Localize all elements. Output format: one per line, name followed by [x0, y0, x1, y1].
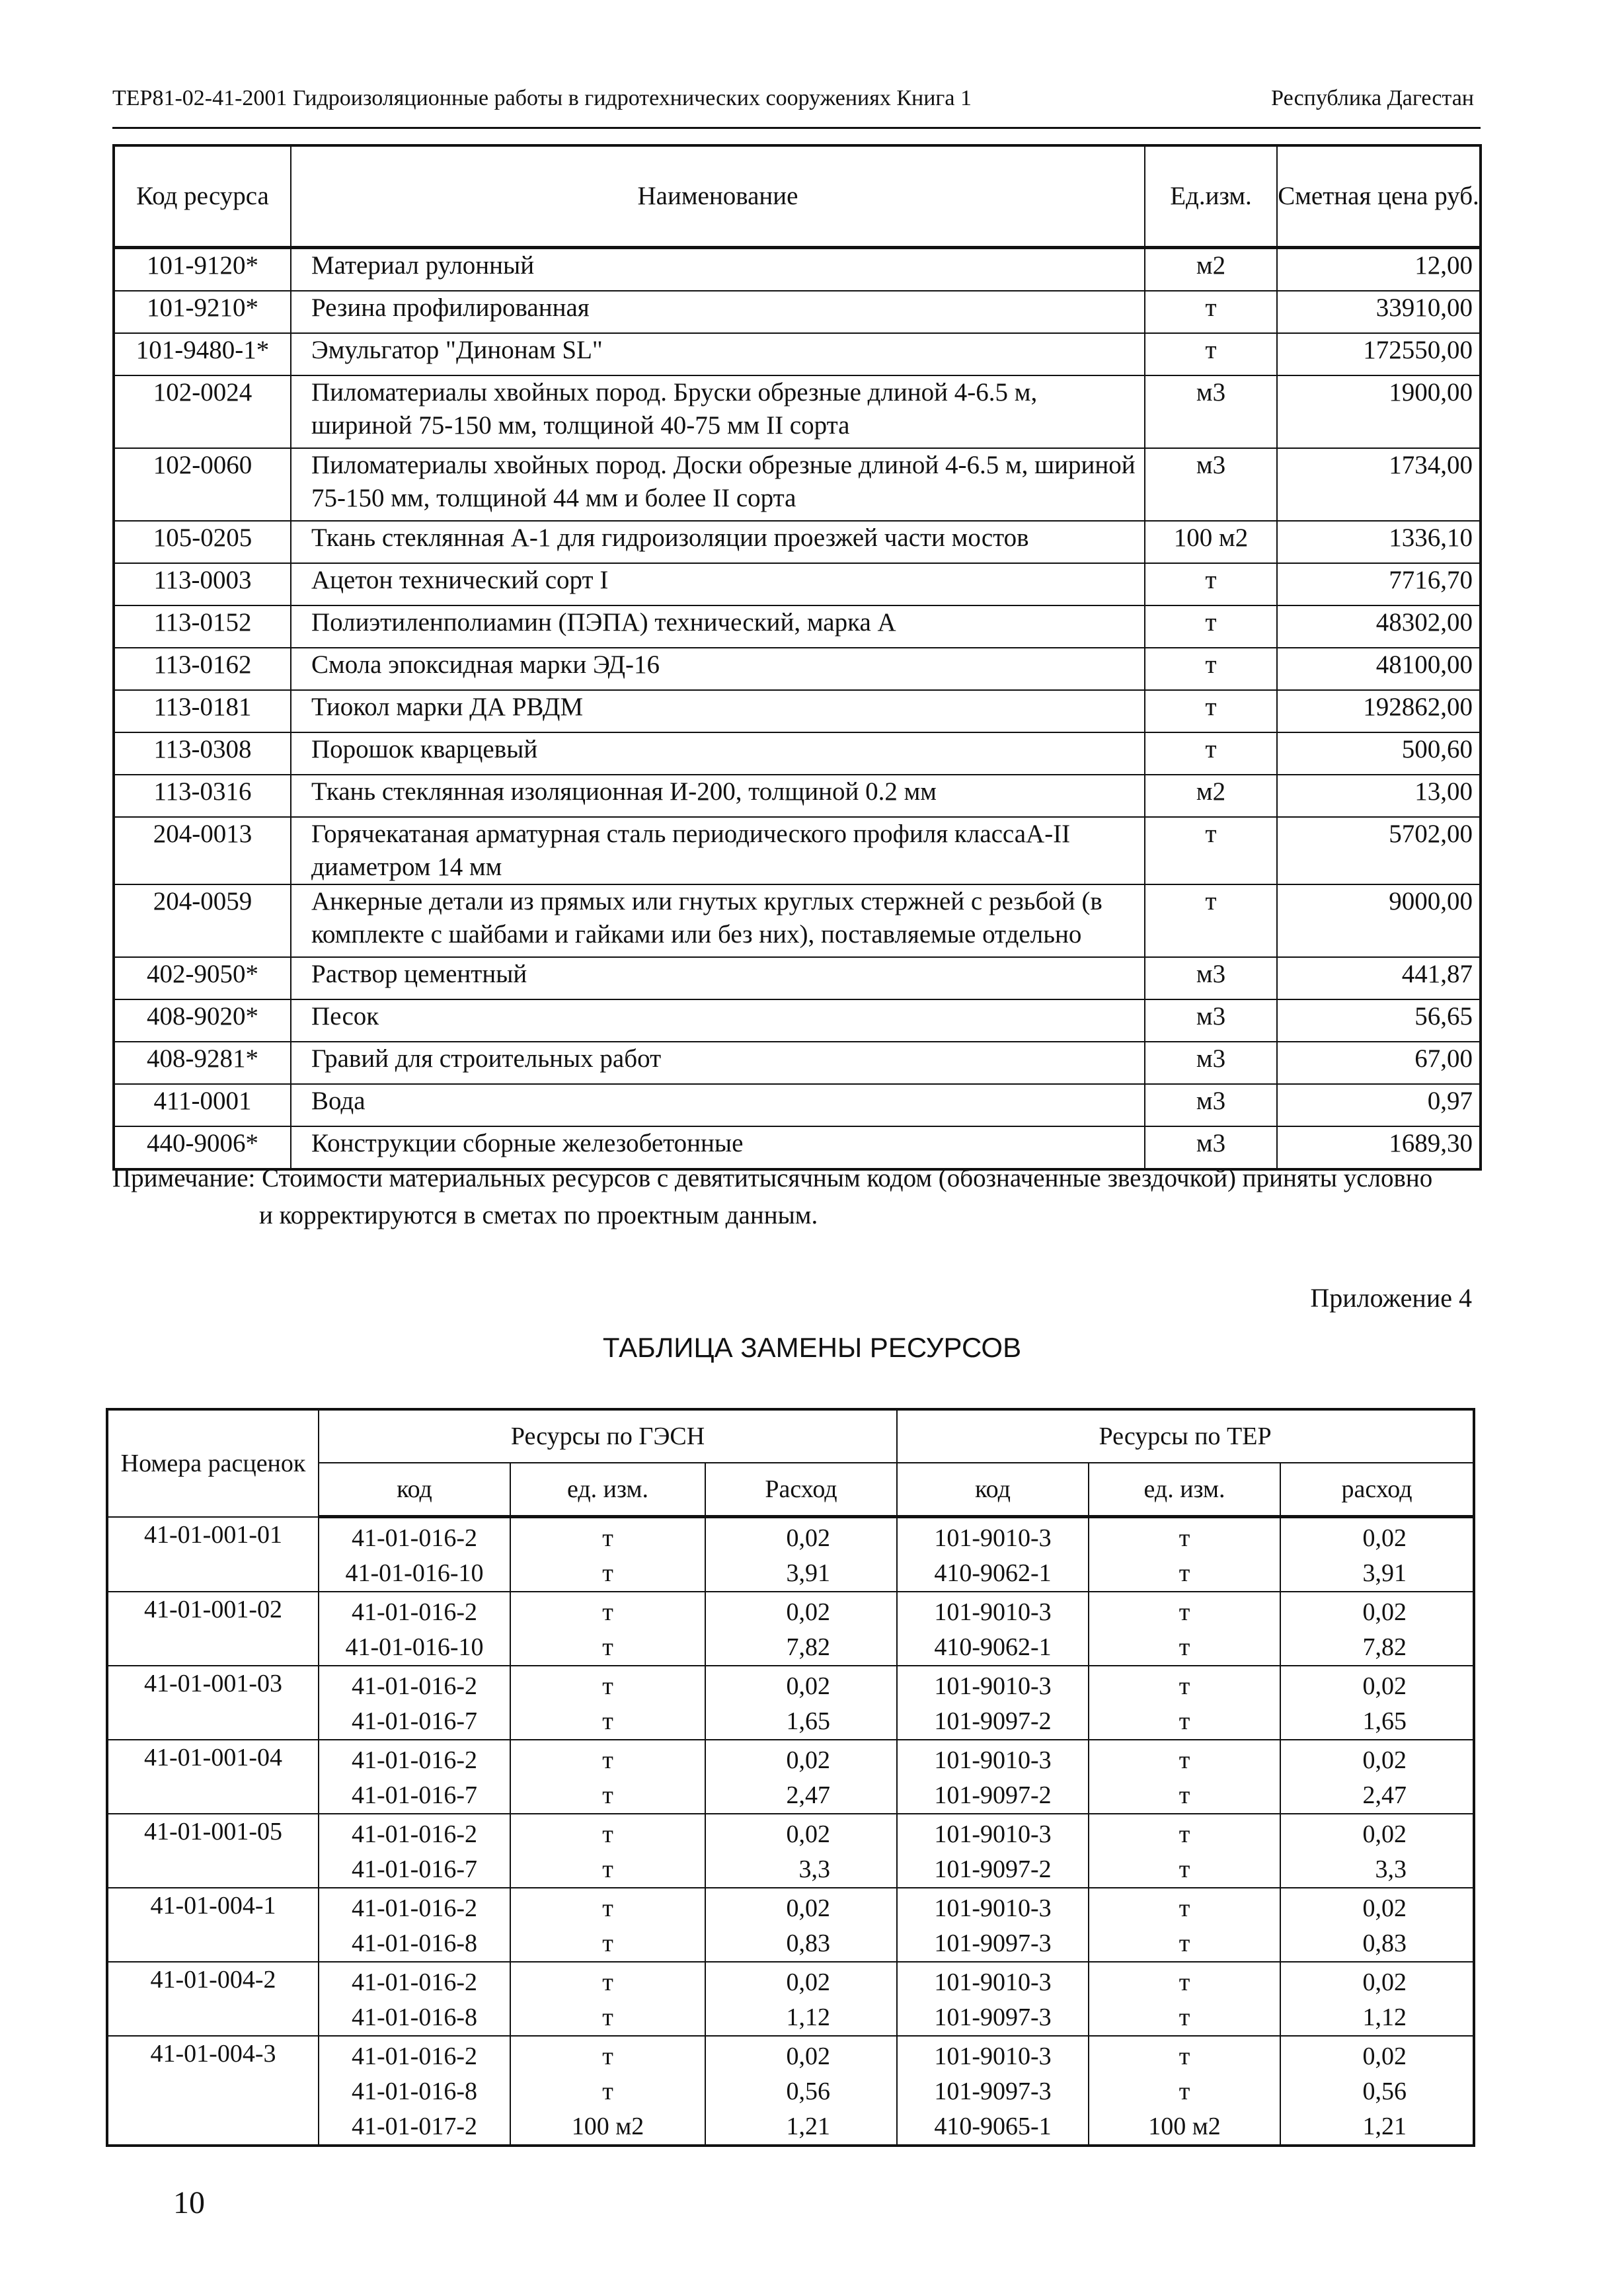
table-row [114, 333, 1481, 375]
cell-line: 41-01-016-7 [352, 1781, 477, 1809]
table-row [107, 1517, 1474, 1592]
cell-gesn-unit [510, 1740, 705, 1814]
page-number: 10 [173, 2185, 205, 2220]
cell-line: 2,47 [786, 1781, 831, 1809]
cell-line: 41-01-016-2 [352, 1820, 477, 1848]
cell-ter-unit [1089, 1517, 1280, 1592]
cell-name: Ткань стеклянная А-1 для гидроизоляции проезжей части мостов [291, 521, 1145, 563]
subheader-ter-qty: расход [1280, 1463, 1474, 1517]
cell-line: 41-01-016-8 [352, 2078, 477, 2105]
table-row [107, 1814, 1474, 1888]
cell-unit: т [1145, 817, 1277, 884]
cell-ter-unit [1089, 1666, 1280, 1740]
table-row [114, 521, 1481, 563]
cell-line: 1,65 [786, 1707, 831, 1735]
cell-line: 0,02 [1362, 1894, 1407, 1922]
cell-gesn-qty [705, 1888, 897, 1962]
cell-line: 41-01-016-2 [352, 2042, 477, 2070]
cell-line: 41-01-016-7 [352, 1707, 477, 1735]
cell-gesn-code [319, 1962, 510, 2036]
subheader-ter-unit: ед. изм. [1089, 1463, 1280, 1517]
cell-line: т [602, 1672, 613, 1700]
cell-gesn-qty [705, 1592, 897, 1666]
cell-line: 41-01-016-10 [345, 1559, 484, 1587]
cell-line: т [1179, 1820, 1190, 1848]
cell-name: Эмульгатор "Динонам SL" [291, 333, 1145, 375]
cell-unit: т [1145, 563, 1277, 605]
cell-unit: м2 [1145, 248, 1277, 291]
cell-gesn-code [319, 1888, 510, 1962]
cell-rate: 41-01-001-04 [107, 1740, 319, 1814]
cell-line: т [602, 1746, 613, 1774]
table-row [107, 1740, 1474, 1814]
cell-line: 0,02 [786, 1968, 831, 1996]
cell-ter-qty [1280, 1592, 1474, 1666]
cell-gesn-unit [510, 1814, 705, 1888]
cell-line: 101-9097-3 [934, 2003, 1052, 2031]
cell-gesn-qty [705, 1814, 897, 1888]
cell-price: 1689,30 [1277, 1126, 1481, 1169]
cell-line: 0,02 [1362, 2042, 1407, 2070]
cell-line: 41-01-016-2 [352, 1598, 477, 1626]
cell-ter-unit [1089, 1814, 1280, 1888]
materials-table [112, 144, 1482, 1171]
cell-gesn-code [319, 1814, 510, 1888]
cell-gesn-qty [705, 1740, 897, 1814]
cell-code: 102-0060 [114, 448, 291, 521]
cell-name: Материал рулонный [291, 248, 1145, 291]
cell-line: т [602, 2042, 613, 2070]
cell-line: т [1179, 1855, 1190, 1883]
table-row [114, 999, 1481, 1042]
cell-line: 101-9097-2 [934, 1707, 1052, 1735]
cell-price: 7716,70 [1277, 563, 1481, 605]
cell-name: Анкерные детали из прямых или гнутых круглых стержней с резьбой (в комплекте с шайбами и гайками или без них), поставляемые отдельно [291, 884, 1145, 957]
cell-line: 7,82 [786, 1633, 831, 1661]
cell-code: 101-9120* [114, 248, 291, 291]
cell-name: Раствор цементный [291, 957, 1145, 999]
cell-line: 1,21 [1362, 2113, 1407, 2140]
table-row [107, 2036, 1474, 2146]
table-row [114, 248, 1481, 291]
cell-ter-qty [1280, 1814, 1474, 1888]
cell-ter-qty [1280, 1962, 1474, 2036]
cell-line: т [1179, 1672, 1190, 1700]
cell-line: т [602, 1524, 613, 1552]
cell-line: т [1179, 1559, 1190, 1587]
table-row [107, 1888, 1474, 1962]
cell-ter-qty [1280, 2036, 1474, 2146]
cell-line: 41-01-017-2 [352, 2113, 477, 2140]
cell-code: 113-0152 [114, 605, 291, 648]
cell-line: 0,02 [1362, 1524, 1407, 1552]
cell-gesn-code [319, 2036, 510, 2146]
col-header-price: Сметная цена руб. [1277, 145, 1481, 248]
cell-line: 101-9097-2 [934, 1781, 1052, 1809]
cell-line: 0,02 [786, 1746, 831, 1774]
cell-ter-code [897, 1888, 1089, 1962]
col-header-rates: Номера расценок [107, 1409, 319, 1517]
cell-ter-unit [1089, 2036, 1280, 2146]
cell-price: 13,00 [1277, 775, 1481, 817]
cell-line: 0,56 [786, 2078, 831, 2105]
cell-line: 3,91 [786, 1559, 831, 1587]
cell-gesn-unit [510, 1888, 705, 1962]
cell-line: т [602, 1707, 613, 1735]
cell-unit: т [1145, 884, 1277, 957]
cell-rate: 41-01-004-3 [107, 2036, 319, 2146]
cell-line: 1,65 [1362, 1707, 1407, 1735]
cell-line: 0,56 [1362, 2078, 1407, 2105]
table-row [114, 817, 1481, 884]
cell-line: 3,3 [798, 1855, 831, 1883]
cell-unit: 100 м2 [1145, 521, 1277, 563]
cell-gesn-unit [510, 1962, 705, 2036]
table-row [114, 448, 1481, 521]
cell-price: 1734,00 [1277, 448, 1481, 521]
cell-ter-code [897, 1814, 1089, 1888]
cell-line: 0,02 [786, 1672, 831, 1700]
col-header-code: Код ресурса [114, 145, 291, 248]
cell-line: 101-9010-3 [934, 1894, 1052, 1922]
cell-ter-qty [1280, 1888, 1474, 1962]
note [112, 1160, 1432, 1234]
cell-line: 0,02 [786, 2042, 831, 2070]
cell-line: 410-9062-1 [934, 1559, 1052, 1587]
cell-price: 48302,00 [1277, 605, 1481, 648]
header-left-text: ТЕР81-02-41-2001 Гидроизоляционные работы в гидротехнических сооружениях Книга 1 [112, 86, 972, 110]
cell-code: 102-0024 [114, 375, 291, 448]
cell-code: 204-0059 [114, 884, 291, 957]
cell-line: т [1179, 1929, 1190, 1957]
cell-line: 0,02 [786, 1894, 831, 1922]
replacement-body [107, 1517, 1474, 2146]
cell-price: 172550,00 [1277, 333, 1481, 375]
table-row [107, 1666, 1474, 1740]
cell-rate: 41-01-004-2 [107, 1962, 319, 2036]
cell-line: т [602, 1781, 613, 1809]
cell-unit: т [1145, 333, 1277, 375]
cell-price: 33910,00 [1277, 291, 1481, 333]
replacement-table [106, 1408, 1475, 2147]
cell-line: т [602, 1929, 613, 1957]
cell-ter-code [897, 1666, 1089, 1740]
cell-line: т [1179, 2003, 1190, 2031]
col-group-ter: Ресурсы по ТЕР [897, 1409, 1474, 1463]
page-header [112, 86, 1474, 111]
cell-line: 101-9010-3 [934, 1598, 1052, 1626]
cell-line: т [1179, 1894, 1190, 1922]
cell-line: 3,3 [1375, 1855, 1407, 1883]
cell-line: 41-01-016-2 [352, 1894, 477, 1922]
cell-line: 0,02 [1362, 1746, 1407, 1774]
subheader-gesn-qty: Расход [705, 1463, 897, 1517]
cell-line: 41-01-016-8 [352, 1929, 477, 1957]
cell-line: 0,02 [1362, 1968, 1407, 1996]
col-header-name: Наименование [291, 145, 1145, 248]
cell-line: т [602, 1633, 613, 1661]
cell-line: 0,02 [786, 1524, 831, 1552]
cell-name: Песок [291, 999, 1145, 1042]
cell-line: 1,12 [786, 2003, 831, 2031]
cell-price: 12,00 [1277, 248, 1481, 291]
table-row [107, 1592, 1474, 1666]
table-row [114, 648, 1481, 690]
cell-line: 0,02 [786, 1598, 831, 1626]
cell-ter-unit [1089, 1962, 1280, 2036]
cell-rate: 41-01-001-05 [107, 1814, 319, 1888]
subheader-gesn-code: код [319, 1463, 510, 1517]
cell-code: 113-0003 [114, 563, 291, 605]
materials-body [114, 248, 1481, 1170]
cell-rate: 41-01-004-1 [107, 1888, 319, 1962]
table-row [114, 605, 1481, 648]
cell-line: 410-9062-1 [934, 1633, 1052, 1661]
cell-ter-unit [1089, 1740, 1280, 1814]
cell-name: Пиломатериалы хвойных пород. Доски обрезные длиной 4-6.5 м, шириной 75-150 мм, толщиной 44 мм и более II сорта [291, 448, 1145, 521]
cell-code: 440-9006* [114, 1126, 291, 1169]
table-row [114, 957, 1481, 999]
cell-line: 0,02 [786, 1820, 831, 1848]
cell-code: 411-0001 [114, 1084, 291, 1126]
cell-rate: 41-01-001-03 [107, 1666, 319, 1740]
cell-name: Вода [291, 1084, 1145, 1126]
cell-name: Ткань стеклянная изоляционная И-200, толщиной 0.2 мм [291, 775, 1145, 817]
cell-price: 5702,00 [1277, 817, 1481, 884]
cell-price: 9000,00 [1277, 884, 1481, 957]
cell-line: 1,12 [1362, 2003, 1407, 2031]
cell-gesn-code [319, 1592, 510, 1666]
cell-unit: т [1145, 732, 1277, 775]
cell-line: 41-01-016-2 [352, 1746, 477, 1774]
cell-gesn-unit [510, 1666, 705, 1740]
cell-code: 105-0205 [114, 521, 291, 563]
cell-line: т [602, 1820, 613, 1848]
cell-line: 0,02 [1362, 1820, 1407, 1848]
cell-code: 408-9281* [114, 1042, 291, 1084]
cell-price: 0,97 [1277, 1084, 1481, 1126]
table-row [114, 732, 1481, 775]
cell-line: т [1179, 1746, 1190, 1774]
cell-unit: м3 [1145, 375, 1277, 448]
cell-price: 48100,00 [1277, 648, 1481, 690]
cell-line: 101-9010-3 [934, 1672, 1052, 1700]
cell-price: 1336,10 [1277, 521, 1481, 563]
header-right-text: Республика Дагестан [1271, 86, 1474, 110]
cell-code: 113-0316 [114, 775, 291, 817]
cell-unit: т [1145, 291, 1277, 333]
cell-line: т [1179, 1598, 1190, 1626]
col-group-gesn: Ресурсы по ГЭСН [319, 1409, 897, 1463]
cell-gesn-unit [510, 1592, 705, 1666]
cell-gesn-code [319, 1740, 510, 1814]
subheader-ter-code: код [897, 1463, 1089, 1517]
table-row [114, 690, 1481, 732]
appendix-label: Приложение 4 [1310, 1283, 1472, 1313]
cell-name: Пиломатериалы хвойных пород. Бруски обрезные длиной 4-6.5 м, шириной 75-150 мм, толщиной 40-75 мм II сорта [291, 375, 1145, 448]
header-rule [112, 127, 1481, 129]
cell-line: 101-9010-3 [934, 1968, 1052, 1996]
cell-unit: т [1145, 690, 1277, 732]
cell-gesn-qty [705, 1666, 897, 1740]
cell-line: 101-9010-3 [934, 1820, 1052, 1848]
cell-line: 100 м2 [1148, 2113, 1221, 2140]
cell-line: 101-9010-3 [934, 1746, 1052, 1774]
replacement-header-row [107, 1409, 1474, 1463]
cell-name: Гравий для строительных работ [291, 1042, 1145, 1084]
cell-name: Порошок кварцевый [291, 732, 1145, 775]
table-row [114, 884, 1481, 957]
cell-line: 41-01-016-7 [352, 1855, 477, 1883]
cell-code: 113-0181 [114, 690, 291, 732]
col-header-unit: Ед.изм. [1145, 145, 1277, 248]
cell-ter-code [897, 2036, 1089, 2146]
cell-ter-code [897, 1592, 1089, 1666]
cell-code: 113-0162 [114, 648, 291, 690]
cell-line: 0,02 [1362, 1598, 1407, 1626]
cell-gesn-qty [705, 1517, 897, 1592]
cell-line: т [602, 2078, 613, 2105]
cell-code: 402-9050* [114, 957, 291, 999]
cell-code: 101-9480-1* [114, 333, 291, 375]
cell-price: 1900,00 [1277, 375, 1481, 448]
cell-line: 101-9010-3 [934, 1524, 1052, 1552]
note-line-1: Примечание: Стоимости материальных ресурсов с девятитысячным кодом (обозначенные звездочкой) приняты условно [112, 1164, 1433, 1192]
replacement-table-title: ТАБЛИЦА ЗАМЕНЫ РЕСУРСОВ [602, 1332, 1022, 1363]
table-row [107, 1962, 1474, 2036]
cell-line: 41-01-016-2 [352, 1524, 477, 1552]
cell-gesn-unit [510, 1517, 705, 1592]
cell-line: т [602, 1894, 613, 1922]
cell-line: т [1179, 1524, 1190, 1552]
cell-name: Резина профилированная [291, 291, 1145, 333]
cell-line: т [602, 1559, 613, 1587]
cell-code: 204-0013 [114, 817, 291, 884]
cell-ter-unit [1089, 1888, 1280, 1962]
cell-line: т [1179, 1781, 1190, 1809]
cell-unit: т [1145, 648, 1277, 690]
cell-ter-qty [1280, 1740, 1474, 1814]
cell-line: т [602, 1855, 613, 1883]
table-row [114, 375, 1481, 448]
table-row [114, 563, 1481, 605]
cell-gesn-qty [705, 1962, 897, 2036]
cell-line: 7,82 [1362, 1633, 1407, 1661]
table-row [114, 291, 1481, 333]
cell-name: Полиэтиленполиамин (ПЭПА) технический, марка А [291, 605, 1145, 648]
cell-price: 441,87 [1277, 957, 1481, 999]
cell-line: т [1179, 1707, 1190, 1735]
cell-ter-qty [1280, 1517, 1474, 1592]
cell-rate: 41-01-001-02 [107, 1592, 319, 1666]
cell-name: Ацетон технический сорт I [291, 563, 1145, 605]
cell-line: т [602, 1598, 613, 1626]
cell-ter-code [897, 1517, 1089, 1592]
materials-header-row [114, 145, 1481, 248]
cell-unit: м3 [1145, 999, 1277, 1042]
cell-line: т [1179, 1633, 1190, 1661]
cell-line: т [602, 2003, 613, 2031]
cell-line: 101-9097-2 [934, 1855, 1052, 1883]
cell-unit: м2 [1145, 775, 1277, 817]
cell-price: 192862,00 [1277, 690, 1481, 732]
cell-ter-unit [1089, 1592, 1280, 1666]
cell-line: 0,83 [786, 1929, 831, 1957]
cell-price: 56,65 [1277, 999, 1481, 1042]
cell-line: т [602, 1968, 613, 1996]
note-line-2: и корректируются в сметах по проектным данным. [259, 1201, 818, 1229]
cell-gesn-code [319, 1517, 510, 1592]
cell-unit: м3 [1145, 1084, 1277, 1126]
cell-line: 101-9097-3 [934, 2078, 1052, 2105]
cell-line: т [1179, 2042, 1190, 2070]
cell-line: 41-01-016-2 [352, 1672, 477, 1700]
subheader-gesn-unit: ед. изм. [510, 1463, 705, 1517]
cell-line: 410-9065-1 [934, 2113, 1052, 2140]
cell-line: 1,21 [786, 2113, 831, 2140]
cell-ter-code [897, 1962, 1089, 2036]
cell-line: 41-01-016-10 [345, 1633, 484, 1661]
cell-unit: м3 [1145, 1126, 1277, 1169]
cell-rate: 41-01-001-01 [107, 1517, 319, 1592]
cell-name: Смола эпоксидная марки ЭД-16 [291, 648, 1145, 690]
cell-name: Конструкции сборные железобетонные [291, 1126, 1145, 1169]
cell-code: 408-9020* [114, 999, 291, 1042]
cell-ter-qty [1280, 1666, 1474, 1740]
cell-line: т [1179, 1968, 1190, 1996]
cell-name: Горячекатаная арматурная сталь периодического профиля классаА-II диаметром 14 мм [291, 817, 1145, 884]
cell-line: 0,83 [1362, 1929, 1407, 1957]
table-row [114, 1084, 1481, 1126]
cell-line: 101-9097-3 [934, 1929, 1052, 1957]
cell-code: 101-9210* [114, 291, 291, 333]
cell-gesn-code [319, 1666, 510, 1740]
cell-gesn-unit [510, 2036, 705, 2146]
cell-unit: т [1145, 605, 1277, 648]
cell-gesn-qty [705, 2036, 897, 2146]
cell-line: 41-01-016-2 [352, 1968, 477, 1996]
cell-line: т [1179, 2078, 1190, 2105]
cell-line: 101-9010-3 [934, 2042, 1052, 2070]
cell-price: 67,00 [1277, 1042, 1481, 1084]
cell-ter-code [897, 1740, 1089, 1814]
cell-line: 0,02 [1362, 1672, 1407, 1700]
cell-price: 500,60 [1277, 732, 1481, 775]
cell-line: 41-01-016-8 [352, 2003, 477, 2031]
cell-unit: м3 [1145, 448, 1277, 521]
cell-line: 2,47 [1362, 1781, 1407, 1809]
cell-name: Тиокол марки ДА РВДМ [291, 690, 1145, 732]
cell-line: 3,91 [1362, 1559, 1407, 1587]
cell-unit: м3 [1145, 957, 1277, 999]
cell-unit: м3 [1145, 1042, 1277, 1084]
table-row [114, 1042, 1481, 1084]
cell-line: 100 м2 [571, 2113, 644, 2140]
cell-code: 113-0308 [114, 732, 291, 775]
table-row [114, 775, 1481, 817]
